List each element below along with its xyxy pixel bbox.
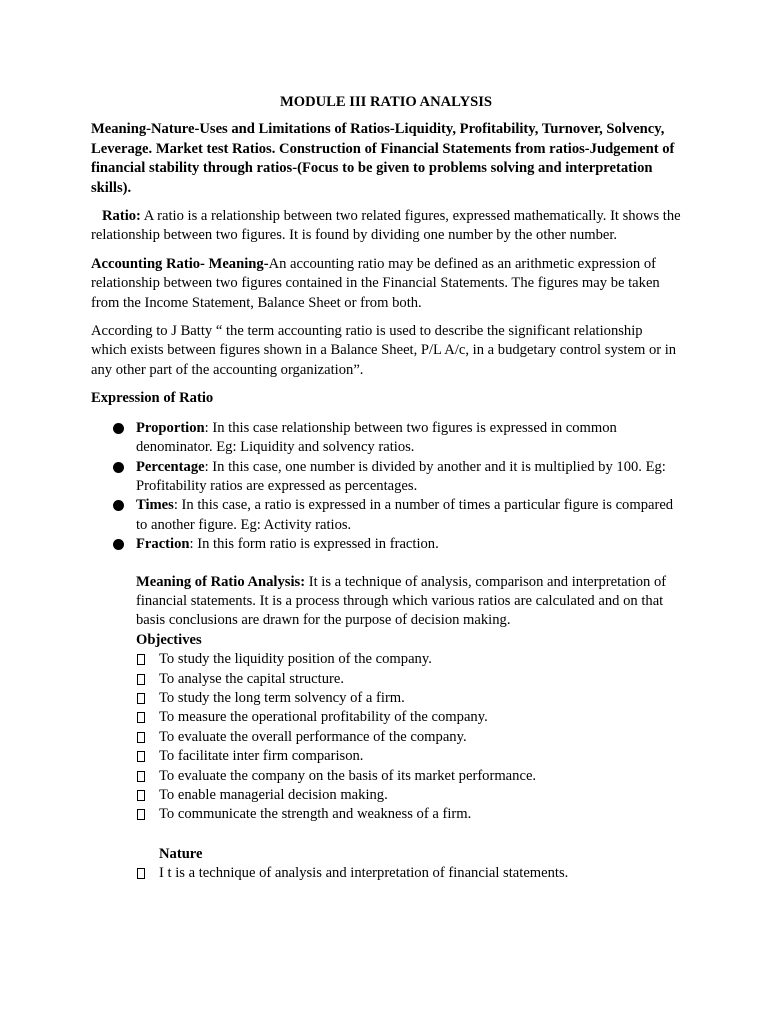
list-item xyxy=(91,496,681,535)
expression-text: : In this case relationship between two figures is expressed in common denominator. Eg: Liquidity and solvency ratios. xyxy=(136,419,617,456)
checkbox-bullet-icon xyxy=(137,771,145,782)
batty-quote: According to J Batty “ the term accounting ratio is used to describe the significant relationship which exists between figures shown in a Balance Sheet, P/L A/c, in a budgetary control system or in any other part of the accounting organization”. xyxy=(91,323,677,378)
checkbox-bullet-icon xyxy=(137,693,145,704)
checkbox-bullet-icon xyxy=(137,809,145,820)
ratio-analysis-definition xyxy=(136,573,681,631)
list-item xyxy=(91,747,681,766)
ratio-text: A ratio is a relationship between two related figures, expressed mathematically. It shows the relationship between two figures. It is found by dividing one number by the other number. xyxy=(91,208,681,244)
expression-term: Proportion xyxy=(136,419,205,436)
objectives-list xyxy=(91,650,681,825)
page-title: MODULE III RATIO ANALYSIS xyxy=(279,94,493,110)
ratio-analysis-label: Meaning of Ratio Analysis: xyxy=(136,573,306,590)
expression-list xyxy=(91,419,681,555)
ratio-definition xyxy=(91,207,681,246)
bullet-icon xyxy=(113,500,124,511)
expression-text: : In this case, a ratio is expressed in a number of times a particular figure is compared to another figure. Eg: Activity ratios. xyxy=(136,497,674,533)
list-item xyxy=(91,786,681,805)
accounting-ratio-definition xyxy=(91,255,681,313)
checkbox-bullet-icon xyxy=(137,868,145,879)
objective-text: To measure the operational profitability of the company. xyxy=(159,709,488,726)
list-item xyxy=(91,708,681,727)
expression-term: Fraction xyxy=(136,536,190,553)
objective-text: To study the long term solvency of a firm. xyxy=(159,689,405,706)
accounting-ratio-text: An accounting ratio may be defined as an arithmetic expression of relationship between two figures contained in the Financial Statements. The figures may be taken from the Income Statement, Balance Sheet or from both. xyxy=(91,255,660,311)
objective-text: To evaluate the company on the basis of its market performance. xyxy=(159,767,537,784)
list-item xyxy=(91,805,681,824)
ratio-analysis-text: It is a technique of analysis, comparison and interpretation of financial statements. It is a process through which various ratios are calculated and on that basis conclusions are drawn for the purpose of decision making. xyxy=(136,573,667,629)
objective-text: To facilitate inter firm comparison. xyxy=(159,748,364,765)
nature-list xyxy=(91,864,681,883)
list-item xyxy=(91,535,681,554)
list-item xyxy=(91,689,681,708)
list-item xyxy=(91,419,681,458)
nature-heading: Nature xyxy=(159,845,203,862)
checkbox-bullet-icon xyxy=(137,674,145,685)
ratio-label: Ratio: xyxy=(102,208,141,225)
objectives-heading: Objectives xyxy=(136,631,202,648)
expression-heading: Expression of Ratio xyxy=(91,390,214,407)
objective-text: To study the liquidity position of the company. xyxy=(159,651,432,668)
checkbox-bullet-icon xyxy=(137,732,145,743)
objective-text: To analyse the capital structure. xyxy=(159,670,344,687)
bullet-icon xyxy=(113,539,124,550)
list-item xyxy=(91,458,681,497)
bullet-icon xyxy=(113,423,124,434)
checkbox-bullet-icon xyxy=(137,751,145,762)
nature-text: I t is a technique of analysis and interpretation of financial statements. xyxy=(159,865,569,882)
document-page xyxy=(91,93,681,884)
list-item xyxy=(91,650,681,669)
list-item xyxy=(91,767,681,786)
list-item xyxy=(91,728,681,747)
checkbox-bullet-icon xyxy=(137,712,145,723)
expression-text: : In this form ratio is expressed in fraction. xyxy=(189,536,439,553)
expression-term: Times xyxy=(136,497,174,514)
module-syllabus: Meaning-Nature-Uses and Limitations of Ratios-Liquidity, Profitability, Turnover, Solvency, Leverage. Market test Ratios. Construction of Financial Statements from ratios-Judgement of financial stability through ratios-(Focus to be given to problems solving and interpretation skills). xyxy=(91,121,675,196)
bullet-icon xyxy=(113,462,124,473)
accounting-ratio-label: Accounting Ratio- Meaning- xyxy=(91,255,269,272)
list-item xyxy=(91,864,681,883)
expression-term: Percentage xyxy=(136,458,205,475)
list-item xyxy=(91,670,681,689)
checkbox-bullet-icon xyxy=(137,654,145,665)
objective-text: To communicate the strength and weakness of a firm. xyxy=(159,806,472,823)
expression-text: : In this case, one number is divided by another and it is multiplied by 100. Eg: Profitability ratios are expressed as percentages. xyxy=(136,458,666,494)
objective-text: To enable managerial decision making. xyxy=(159,787,388,803)
objective-text: To evaluate the overall performance of the company. xyxy=(159,728,467,745)
checkbox-bullet-icon xyxy=(137,790,145,801)
